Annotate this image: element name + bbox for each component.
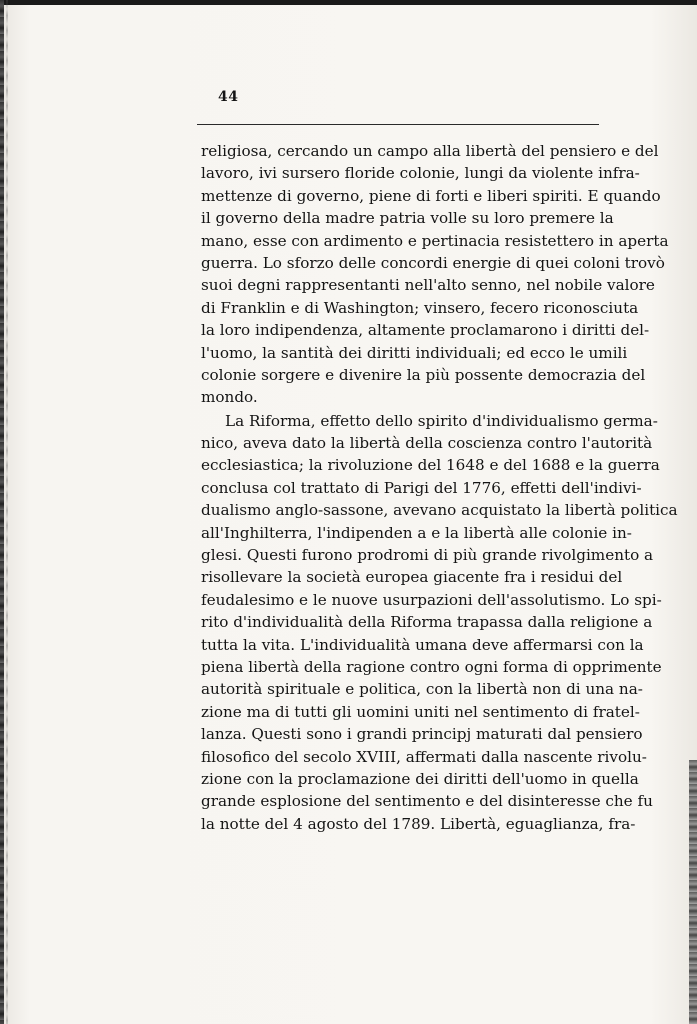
text-line: autorità spirituale e politica, con la libertà non di una na- xyxy=(201,680,643,699)
text-line: suoi degni rappresentanti nell'alto senno, nel nobile valore xyxy=(201,276,655,295)
text-line: lavoro, ivi sursero floride colonie, lungi da violente infra- xyxy=(201,164,640,183)
text-line: zione ma di tutti gli uomini uniti nel sentimento di fratel- xyxy=(201,702,640,721)
text-line: mondo. xyxy=(201,388,258,407)
text-line: nico, aveva dato la libertà della coscienza contro l'autorità xyxy=(201,434,653,453)
text-line: glesi. Questi furono prodromi di più grande rivolgimento a xyxy=(201,546,654,565)
text-line: guerra. Lo sforzo delle concordi energie di quei coloni trovò xyxy=(201,253,665,272)
body-text xyxy=(201,140,678,835)
text-line: filosofico del secolo XVIII, affermati dalla nascente rivolu- xyxy=(201,747,647,766)
scan-top-edge xyxy=(0,0,697,5)
scan-left-edge xyxy=(0,0,4,1024)
paragraph-2 xyxy=(201,410,678,835)
scan-right-edge xyxy=(689,760,697,1024)
text-line: mano, esse con ardimento e pertinacia resistettero in aperta xyxy=(201,231,669,250)
text-line: ecclesiastica; la rivoluzione del 1648 e del 1688 e la guerra xyxy=(201,456,660,475)
text-line: zione con la proclamazione dei diritti dell'uomo in quella xyxy=(201,769,639,788)
text-line: religiosa, cercando un campo alla libertà del pensiero e del xyxy=(201,142,659,160)
text-line: mettenze di governo, piene di forti e liberi spiriti. E quando xyxy=(201,186,661,205)
text-line: l'uomo, la santità dei diritti individuali; ed ecco le umili xyxy=(201,343,628,362)
text-line: la loro indipendenza, altamente proclamarono i diritti del- xyxy=(201,321,650,340)
text-line: feudalesimo e le nuove usurpazioni dell'assolutismo. Lo spi- xyxy=(201,590,662,609)
paragraph-1 xyxy=(201,140,669,409)
text-line: tutta la vita. L'individualità umana deve affermarsi con la xyxy=(201,635,644,654)
text-line: La Riforma, effetto dello spirito d'individualismo germa- xyxy=(225,411,658,430)
text-line: piena libertà della ragione contro ogni forma di opprimente xyxy=(201,657,662,676)
text-line: colonie sorgere e divenire la più possente democrazia del xyxy=(201,365,646,384)
page-number: 44 xyxy=(218,89,239,105)
text-line: rito d'individualità della Riforma trapassa dalla religione a xyxy=(201,613,653,632)
text-line: conclusa col trattato di Parigi del 1776, effetti dell'indivi- xyxy=(201,478,642,497)
text-line: all'Inghilterra, l'indipenden a e la libertà alle colonie in- xyxy=(201,523,632,542)
text-line: di Franklin e di Washington; vinsero, fecero riconosciuta xyxy=(201,298,639,317)
text-line: il governo della madre patria volle su loro premere la xyxy=(201,209,614,228)
scan-left-edge-shadow xyxy=(6,0,8,1024)
text-line: grande esplosione del sentimento e del disinteresse che fu xyxy=(201,792,653,811)
text-line: la notte del 4 agosto del 1789. Libertà, eguaglianza, fra- xyxy=(201,814,636,833)
text-line: lanza. Questi sono i grandi principj maturati dal pensiero xyxy=(201,725,643,744)
header-rule xyxy=(197,124,599,125)
text-line: dualismo anglo-sassone, avevano acquistato la libertà politica xyxy=(201,501,678,520)
text-line: risollevare la società europea giacente fra i residui del xyxy=(201,568,623,587)
